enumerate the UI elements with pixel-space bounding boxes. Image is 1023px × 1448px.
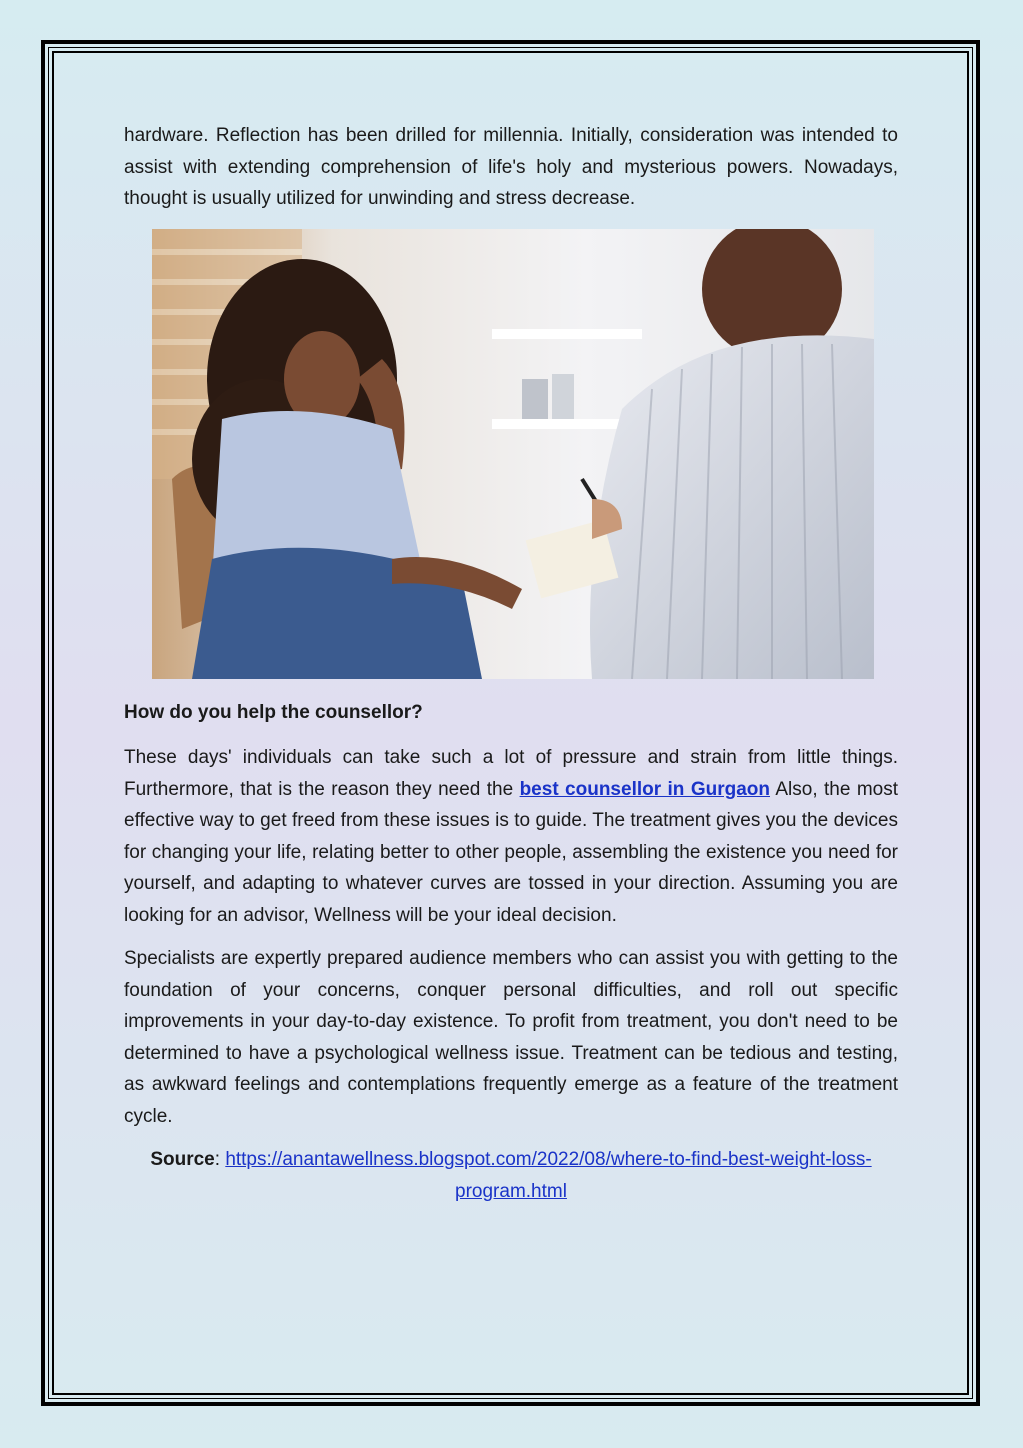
- para1-text-before: These days' individuals can take such a lot of pressure and strain from little things. Furthermore, that is the reason they need the: [124, 747, 898, 800]
- document-body: [124, 120, 898, 1226]
- para1-text-after: Also, the most effective way to get freed from these issues is to guide. The treatment gives you the devices for changing your life, relating better to other people, assembling the existence you need for yourself, and adapting to whatever curves are tossed in your direction. Assuming you are looking for an advisor, Wellness will be your ideal decision.: [124, 778, 898, 926]
- body-paragraph-2: Specialists are expertly prepared audience members who can assist you with getting to the foundation of your concerns, conquer personal difficulties, and roll out specific improvements in your day-to-day existence. To profit from treatment, you don't need to be determined to have a psychological wellness issue. Treatment can be tedious and testing, as awkward feelings and contemplations frequently emerge as a feature of the treatment cycle.: [124, 948, 898, 1127]
- counselling-session-photo: [152, 229, 874, 679]
- body-paragraph-1: [124, 742, 898, 931]
- source-line: [124, 1144, 898, 1207]
- section-heading: How do you help the counsellor?: [124, 701, 423, 723]
- counsellor-link[interactable]: best counsellor in Gurgaon: [519, 778, 770, 800]
- source-label: Source: [150, 1149, 215, 1170]
- source-link[interactable]: https://anantawellness.blogspot.com/2022/08/where-to-find-best-weight-loss-program.html: [225, 1149, 872, 1202]
- source-separator: :: [214, 1149, 226, 1170]
- intro-paragraph: hardware. Reflection has been drilled for millennia. Initially, consideration was intended to assist with extending comprehension of life's holy and mysterious powers. Nowadays, thought is usually utilized for unwinding and stress decrease.: [124, 125, 898, 209]
